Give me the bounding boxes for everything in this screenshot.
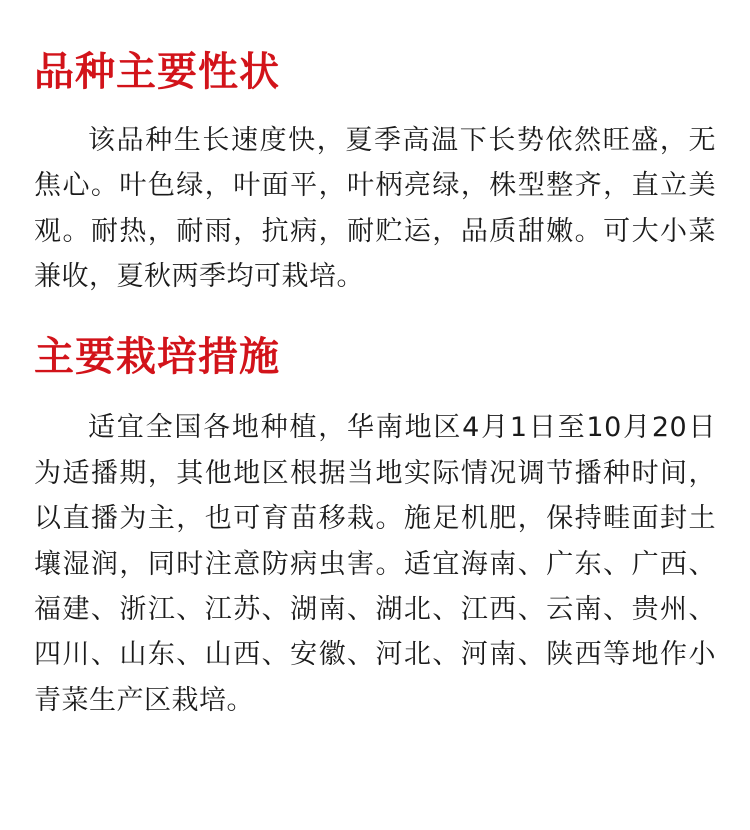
section-variety-traits [34, 0, 716, 299]
section-heading-cultivation-measures: 主要栽培措施 [34, 334, 280, 381]
section-cultivation-measures [34, 299, 716, 723]
section-body-cultivation-measures: 适宜全国各地种植，华南地区4月1日至10月20日为适播期，其他地区根据当地实际情况调节播种时间，以直播为主，也可育苗移栽。施足机肥，保持畦面封土壤湿润，同时注意防病虫害。适宜海南、广东、广西、福建、浙江、江苏、湖南、湖北、江西、云南、贵州、四川、山东、山西、安徽、河北、河南、陕西等地作小青菜生产区栽培。 [34, 412, 716, 716]
section-body-variety-traits: 该品种生长速度快，夏季高温下长势依然旺盛，无焦心。叶色绿，叶面平，叶柄亮绿，株型整齐，直立美观。耐热，耐雨，抗病，耐贮运，品质甜嫩。可大小菜兼收，夏秋两季均可栽培。 [34, 125, 716, 293]
section-heading-variety-traits: 品种主要性状 [34, 49, 280, 95]
